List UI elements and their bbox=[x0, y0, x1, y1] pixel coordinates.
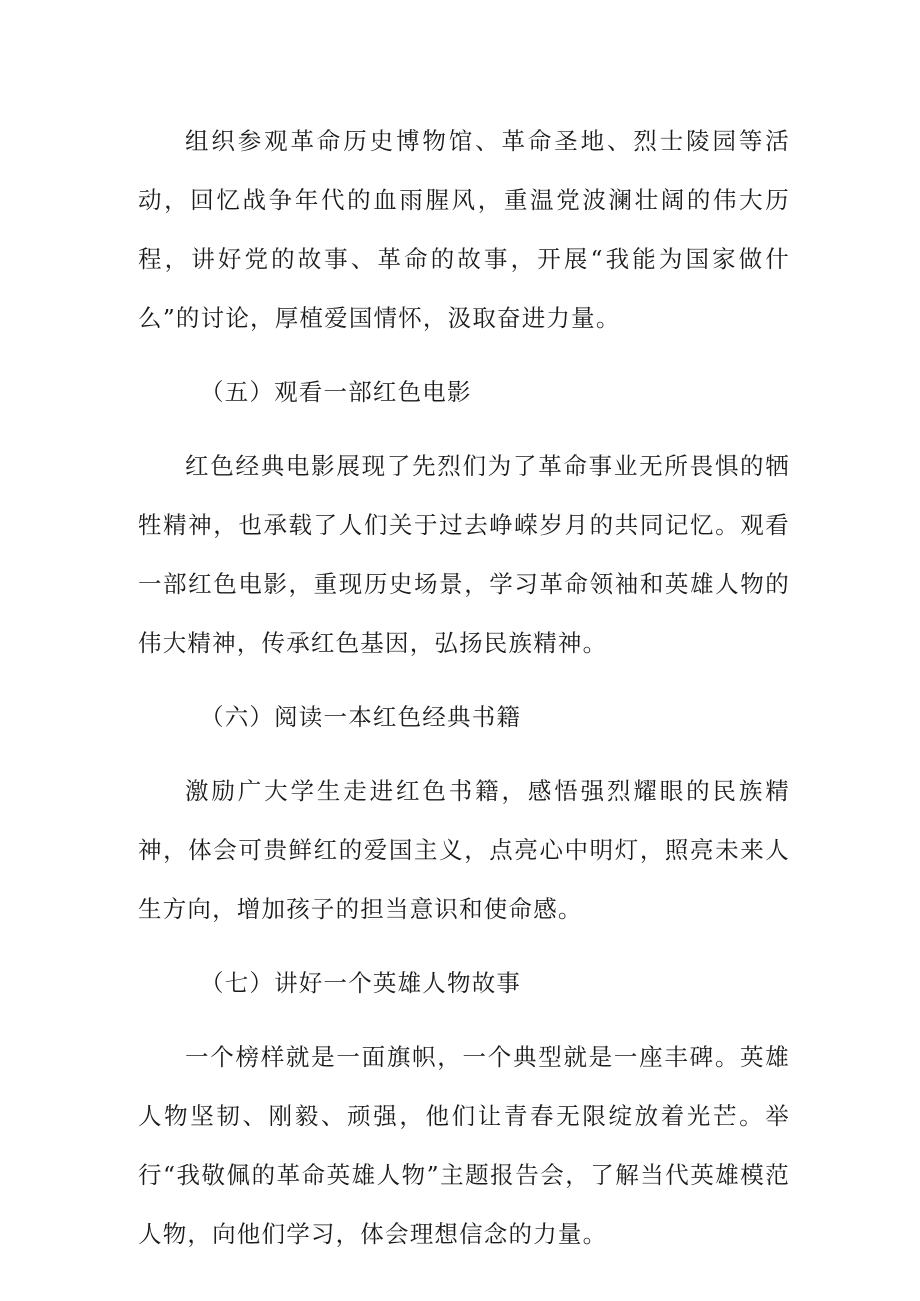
document-body bbox=[138, 112, 790, 1264]
paragraph-red-films: 红色经典电影展现了先烈们为了革命事业无所畏惧的牺牲精神，也承载了人们关于过去峥嵘岁月的共同记忆。观看一部红色电影，重现历史场景，学习革命领袖和英雄人物的伟大精神，传承红色基因，弘扬民族精神。 bbox=[138, 452, 790, 657]
paragraph-museum-visits: 组织参观革命历史博物馆、革命圣地、烈士陵园等活动，回忆战争年代的血雨腥风，重温党波澜壮阔的伟大历程，讲好党的故事、革命的故事，开展“我能为国家做什么”的讨论，厚植爱国情怀，汲取奋进力量。 bbox=[138, 127, 790, 332]
section-heading-6: （六）阅读一本红色经典书籍 bbox=[200, 703, 522, 731]
section-heading-5: （五）观看一部红色电影 bbox=[200, 378, 472, 406]
paragraph-hero-stories: 一个榜样就是一面旗帜，一个典型就是一座丰碑。英雄人物坚韧、刚毅、顽强，他们让青春无限绽放着光芒。举行“我敬佩的革命英雄人物”主题报告会，了解当代英雄模范人物，向他们学习，体会理想信念的力量。 bbox=[138, 1043, 790, 1248]
paragraph-red-books: 激励广大学生走进红色书籍，感悟强烈耀眼的民族精神，体会可贵鲜红的爱国主义，点亮心中明灯，照亮未来人生方向，增加孩子的担当意识和使命感。 bbox=[138, 777, 790, 923]
section-heading-7: （七）讲好一个英雄人物故事 bbox=[200, 969, 522, 997]
